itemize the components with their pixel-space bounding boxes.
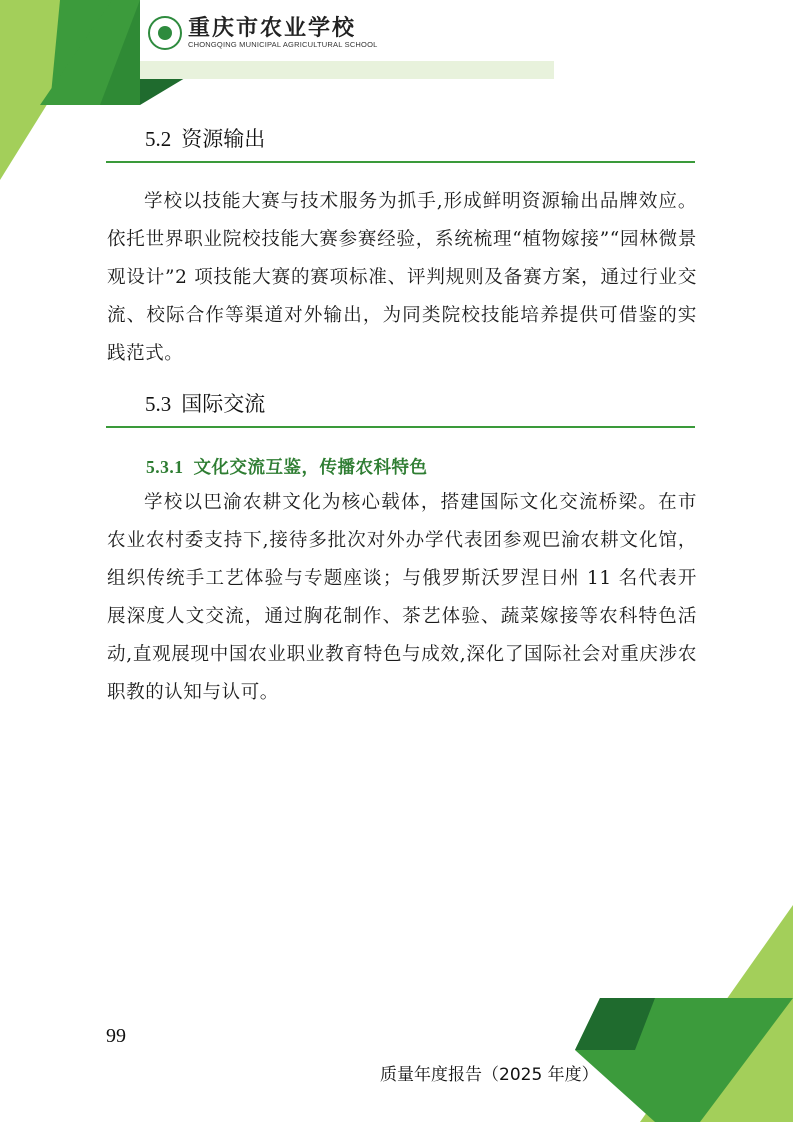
- school-name-cn: 重庆市农业学校: [188, 15, 357, 41]
- section-heading-5-2: [145, 123, 265, 153]
- header-bar: [140, 61, 554, 79]
- subsection-heading-5-3-1: [146, 454, 428, 479]
- section-5-3-1-paragraph: 学校以巴渝农耕文化为核心载体，搭建国际文化交流桥梁。在市农业农村委支持下,接待多批次对外办学代表团参观巴渝农耕文化馆，组织传统手工艺体验与专题座谈；与俄罗斯沃罗涅日州 11 名代表开展深度人文交流，通过胸花制作、茶艺体验、蔬菜嫁接等农科特色活动,直观展现中国农业职业教育特色与成效,深化了国际社会对重庆涉农职教的认知与认可。: [107, 492, 697, 703]
- page-number: 99: [106, 1025, 126, 1047]
- section-title: 资源输出: [181, 127, 266, 151]
- subsection-title: 文化交流互鉴，传播农科特色: [193, 458, 428, 478]
- section-number: 5.2: [145, 127, 172, 151]
- section-heading-5-3: [145, 388, 265, 418]
- school-emblem-icon: [148, 16, 182, 50]
- section-divider: [106, 161, 695, 163]
- section-title: 国际交流: [181, 392, 266, 416]
- section-number: 5.3: [145, 392, 172, 416]
- section-divider: [106, 426, 695, 428]
- report-title: 质量年度报告（2025 年度）: [380, 1065, 599, 1085]
- school-name-en: CHONGQING MUNICIPAL AGRICULTURAL SCHOOL: [188, 40, 378, 49]
- school-logo: [148, 16, 378, 50]
- subsection-number: 5.3.1: [146, 457, 184, 477]
- section-5-2-paragraph: 学校以技能大赛与技术服务为抓手,形成鲜明资源输出品牌效应。依托世界职业院校技能大赛参赛经验，系统梳理“植物嫁接”“园林微景观设计”2 项技能大赛的赛项标准、评判规则及备赛方案，通过行业交流、校际合作等渠道对外输出，为同类院校技能培养提供可借鉴的实践范式。: [107, 191, 697, 364]
